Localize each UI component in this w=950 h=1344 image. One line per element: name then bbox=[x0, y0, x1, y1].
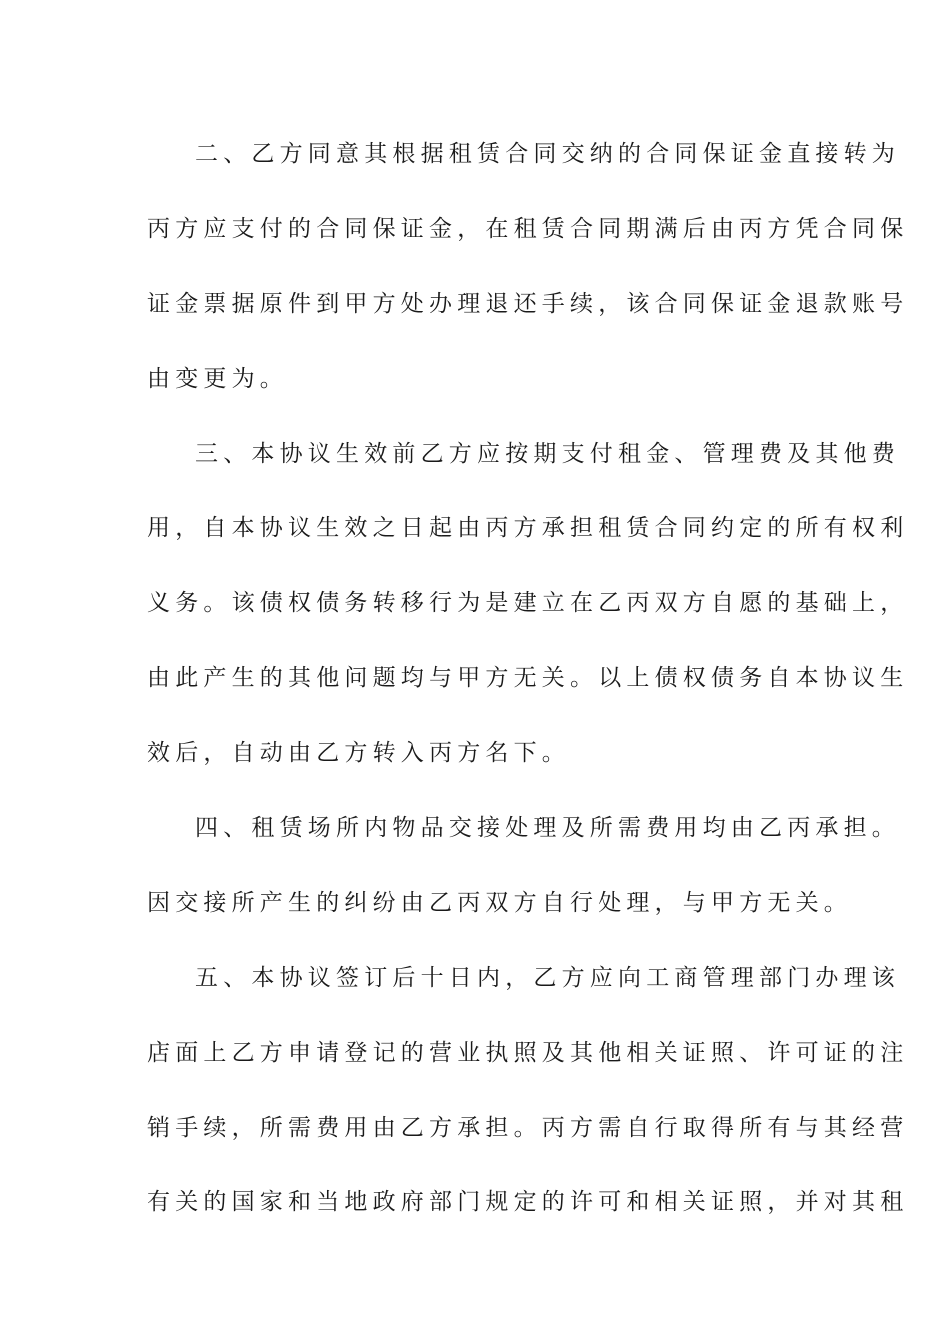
paragraph-line: 丙方应支付的合同保证金，在租赁合同期满后由丙方凭合同保 bbox=[147, 215, 909, 242]
paragraph-line: 证金票据原件到甲方处办理退还手续，该合同保证金退款账号 bbox=[147, 290, 909, 317]
paragraph-line: 有关的国家和当地政府部门规定的许可和相关证照，并对其租 bbox=[147, 1189, 909, 1216]
paragraph-clause-2 bbox=[147, 128, 909, 428]
paragraph-line: 四、租赁场所内物品交接处理及所需费用均由乙丙承担。 bbox=[195, 815, 900, 842]
paragraph-line: 义务。该债权债务转移行为是建立在乙丙双方自愿的基础上， bbox=[147, 590, 909, 617]
paragraph-line: 因交接所产生的纠纷由乙丙双方自行处理，与甲方无关。 bbox=[147, 889, 852, 916]
paragraph-line: 由变更为。 bbox=[147, 365, 288, 392]
paragraph-line: 用，自本协议生效之日起由丙方承担租赁合同约定的所有权利 bbox=[147, 515, 909, 542]
paragraph-line: 销手续，所需费用由乙方承担。丙方需自行取得所有与其经营 bbox=[147, 1114, 909, 1141]
paragraph-line: 由此产生的其他问题均与甲方无关。以上债权债务自本协议生 bbox=[147, 665, 909, 692]
paragraph-clause-5 bbox=[147, 952, 909, 1252]
paragraph-line: 效后，自动由乙方转入丙方名下。 bbox=[147, 740, 570, 767]
paragraph-line: 二、乙方同意其根据租赁合同交纳的合同保证金直接转为 bbox=[195, 141, 900, 167]
paragraph-line: 三、本协议生效前乙方应按期支付租金、管理费及其他费 bbox=[195, 440, 900, 467]
paragraph-line: 五、本协议签订后十日内，乙方应向工商管理部门办理该 bbox=[195, 964, 900, 991]
paragraph-clause-4 bbox=[147, 802, 900, 952]
paragraph-line: 店面上乙方申请登记的营业执照及其他相关证照、许可证的注 bbox=[147, 1039, 909, 1066]
document-body bbox=[147, 128, 909, 1251]
paragraph-clause-3 bbox=[147, 428, 909, 802]
